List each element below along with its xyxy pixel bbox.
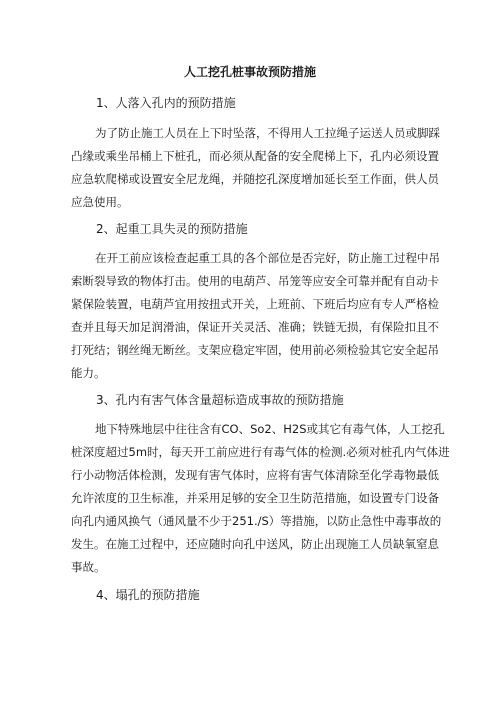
section-2-heading: 2、起重工具失灵的预防措施 [96, 222, 248, 236]
document-title: 人工挖孔桩事故预防措施 [183, 65, 316, 79]
section-3-line-4: 允许浓度的卫生标准，并采用足够的安全卫生防范措施，如设置专门设备 [71, 491, 439, 505]
section-3-line-6: 发生。在施工过程中，还应随时向孔中送风，防止出现施工人员缺氧窒息 [71, 537, 439, 551]
section-3-line-3: 行小动物活体检测，发现有害气体时，应将有害气体清除至化学毒物最低 [71, 468, 439, 482]
section-3-line-7: 事故。 [71, 560, 106, 574]
section-2-line-4: 查并且每天加足润滑油，保证开关灵活、准确；铁链无损，有保险扣且不 [71, 320, 439, 334]
section-3-line-5: 向孔内通风换气（通风量不少于251./S）等措施，以防止急性中毒事故的 [71, 514, 442, 528]
section-4-heading: 4、塌孔的预防措施 [96, 588, 200, 602]
section-3-heading: 3、孔内有害气体含量超标造成事故的预防措施 [96, 393, 344, 407]
section-1-line-4: 应急使用。 [71, 195, 129, 209]
section-1-line-2: 凸缘或乘坐吊桶上下桩孔，而必须从配备的安全爬梯上下，孔内必须设置 [71, 149, 439, 163]
section-2-line-5: 打死结；钢丝绳无断丝。支架应稳定牢固，使用前必须检验其它安全起吊 [71, 343, 439, 357]
section-2-line-6: 能力。 [71, 366, 106, 380]
section-3-line-1: 地下特殊地层中往往含有CO、So2、H2S或其它有毒气体，人工挖孔 [95, 422, 445, 436]
section-2-line-3: 紧保险装置，电葫芦宜用按扭式开关，上班前、下班后均应有专人严格检 [71, 297, 439, 311]
section-1-line-3: 应急软爬梯或设置安全尼龙绳，并随挖孔深度增加延长至工作面，供人员 [71, 172, 439, 186]
section-2-line-1: 在开工前应该检查起重工具的各个部位是否完好，防止施工过程中吊 [95, 251, 440, 265]
section-1-heading: 1、人落入孔内的预防措施 [96, 96, 236, 110]
section-3-line-2: 桩深度超过5m时，每天开工前应进行有毒气体的检测.必须对桩孔内气体进 [71, 445, 450, 459]
section-1-line-1: 为了防止施工人员在上下时坠落，不得用人工拉绳子运送人员或脚踩 [95, 126, 440, 140]
section-2-line-2: 索断裂导致的物体打击。使用的电葫芦、吊笼等应安全可靠并配有自动卡 [71, 274, 439, 288]
